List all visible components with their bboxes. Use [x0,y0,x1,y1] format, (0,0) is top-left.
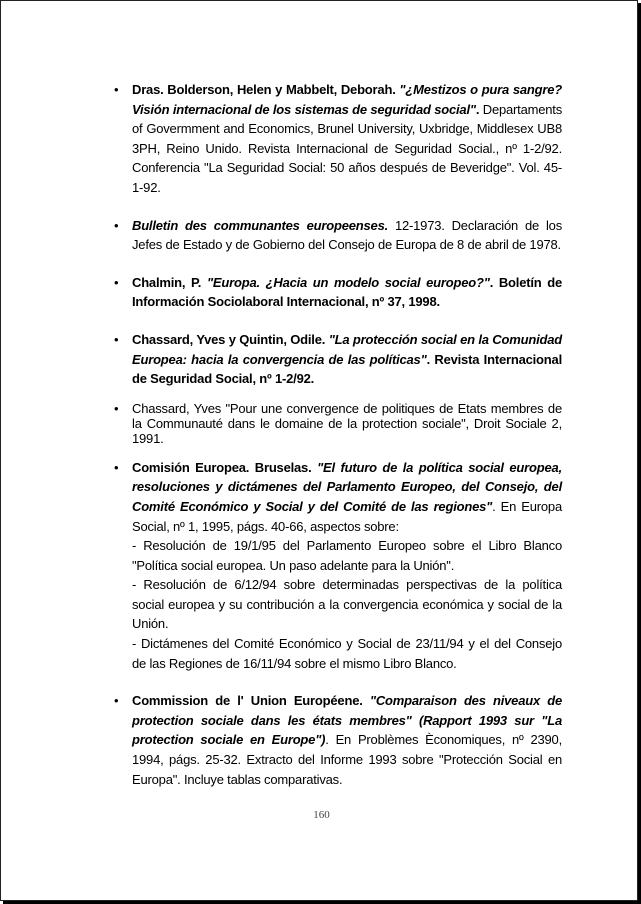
entry-title: "La protección social en la Comunidad Europea: hacia la convergencia de las políticas" [132,331,562,367]
entry-details: . En Europa Social, nº 1, 1995, págs. 40-66, aspectos sobre: [132,498,562,534]
entry-author: Chassard, Yves y Quintin, Odile. [132,331,326,347]
entry-text: Chassard, Yves "Pour une convergence de politiques de Etats membres de la Communauté dans le domaine de la protection sociale", Droit Sociale 2, 1991. [132,400,562,446]
entry-author: Chalmin, P. [132,274,202,290]
entry-details: Departaments of Govermment and Economics, Brunel University, Uxbridge, Middlesex UB8 3PH, Reino Unido. Revista Internacional de Seguridad Social., nº 1-2/92. Conferencia "La Seguridad Social: 50 años después de Beveridge". Vol. 45-1-92. [132,101,563,195]
bibliography-entry [112,216,562,255]
bibliography-entry: • Dras. Bolderson, Helen y Mabbelt, Deborah. "¿Mestizos o pura sangre? Visión internacional de los sistemas de seguridad social". Departaments of Govermment and Economics, Brunel University, Uxbridge, Middlesex UB8 3PH, Reino Unido. Revista Internacional de Seguridad Social., nº 1-2/92. Conferencia "La Seguridad Social: 50 años después de Beveridge". Vol. 45-1-92. [112,80,562,198]
entry-author: Comisión Europea. Bruselas. [132,459,312,475]
page-number: 160 [313,809,330,821]
entry-details: . Boletín de Información Sociolaboral Internacional, nº 37, 1998. [132,274,562,310]
entry-subitem: - Resolución de 19/1/95 del Parlamento Europeo sobre el Libro Blanco "Política social europea. Un paso adelante para la Unión". [132,538,562,573]
entry-details: . Revista Internacional de Seguridad Social, nº 1-2/92. [132,351,562,387]
entry-author: Commission de l' Union Européene. [132,693,363,709]
bibliography-entry [112,691,562,789]
bibliography-entry [112,330,562,389]
entry-details: . En Problèmes Èconomiques, nº 2390, 1994, págs. 25-32. Extracto del Informe 1993 sobre "Protección Social en Europa". Incluye tablas comparativas. [132,732,562,787]
entry-author: Dras. Bolderson, Helen y Mabbelt, Deborah [132,82,393,97]
entry-subitem: - Dictámenes del Comité Económico y Social de 23/11/94 y el del Consejo de las Regiones de 16/11/94 sobre el mismo Libro Blanco. [132,636,562,671]
entry-title: "¿Mestizos o pura sangre? Visión internacional de los sistemas de seguridad social" [132,82,563,117]
entry-title: Bulletin des communantes europeenses. [132,217,389,233]
entry-subitem: - Resolución de 6/12/94 sobre determinadas perspectivas de la política social europea y su contribución a la convergencia económica y social de la Unión. [132,577,562,632]
bibliography-list [112,80,562,807]
entry-title: "El futuro de la política social europea, resoluciones y dictámenes del Parlamento Europeo, del Consejo, del Comité Económico y Social y del Comité de las regiones" [132,459,562,514]
entry-title: "Europa. ¿Hacia un modelo social europeo?" [206,274,490,290]
bibliography-entry [112,273,562,312]
entry-details: 12-1973. Declaración de los Jefes de Estado y de Gobierno del Consejo de Europa de 8 de abril de 1978. [132,217,562,253]
bibliography-entry [112,458,562,674]
entry-title: "Comparaison des niveaux de protection sociale dans les états membres" (Rapport 1993 sur "La protection sociale en Europe") [132,693,562,748]
bibliography-entry [112,401,562,446]
